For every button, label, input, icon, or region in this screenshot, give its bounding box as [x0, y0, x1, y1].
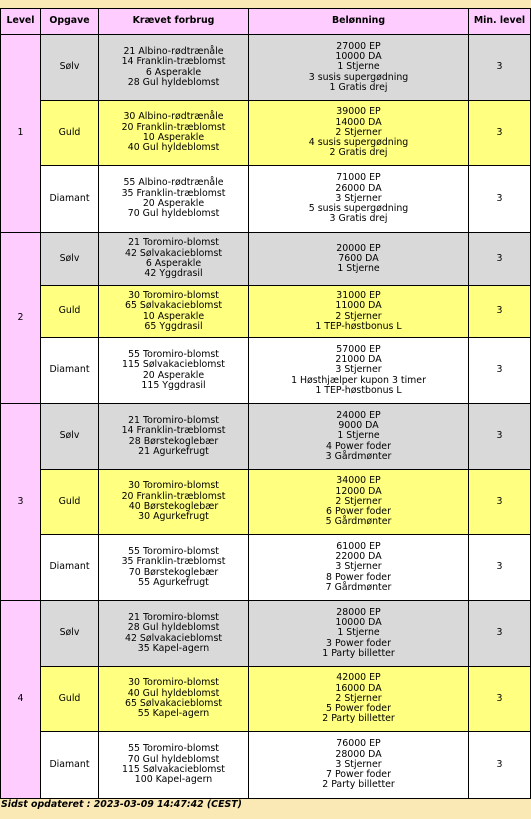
- reward-item: 3 Power foder: [326, 637, 391, 649]
- reward-item: 5 Gårdmønter: [325, 516, 392, 528]
- level-cell: 1: [1, 35, 41, 233]
- reward-item: 1 Stjerne: [337, 430, 380, 442]
- required-item: 40 Børstekoglebær: [128, 501, 219, 512]
- header-min-level: Min. level: [469, 9, 531, 35]
- opgave-cell: Guld: [41, 667, 99, 732]
- table-row: [1, 535, 531, 601]
- table-row: [1, 732, 531, 799]
- table-body: [1, 35, 531, 799]
- min-level-cell: 3: [469, 667, 531, 732]
- table-row: [1, 286, 531, 338]
- reward-item: 3 Stjerner: [335, 561, 382, 573]
- opgave-cell: Diamant: [41, 166, 99, 233]
- reward-item: 3 Gratis drej: [329, 213, 388, 225]
- reward-item: 4 Power foder: [326, 440, 391, 452]
- required-cell: [99, 233, 249, 286]
- required-item: 40 Gul hyldeblomst: [127, 142, 220, 154]
- reward-item: 10000 DA: [335, 617, 382, 629]
- reward-item: 2 Stjerner: [335, 692, 382, 704]
- required-cell: [99, 166, 249, 233]
- reward-cell: [249, 732, 469, 799]
- required-cell: [99, 338, 249, 404]
- reward-item: 24000 EP: [336, 409, 381, 421]
- reward-item: 2 Stjerner: [335, 126, 382, 138]
- table-row: [1, 166, 531, 233]
- required-item: 20 Asperakle: [142, 369, 205, 381]
- required-item: 70 Gul hyldeblomst: [127, 208, 220, 220]
- required-item: 70 Børstekoglebær: [128, 566, 219, 578]
- min-level-cell: 3: [469, 233, 531, 286]
- opgave-cell: Guld: [41, 470, 99, 535]
- required-item: 55 Kapel-agern: [137, 708, 210, 720]
- required-item: 21 Toromiro-blomst: [128, 237, 219, 249]
- required-item: 100 Kapel-agern: [134, 774, 213, 786]
- reward-item: 1 Gratis drej: [329, 81, 388, 93]
- reward-item: 26000 DA: [335, 182, 382, 194]
- required-item: 55 Toromiro-blomst: [128, 545, 219, 557]
- reward-item: 1 Stjerne: [337, 263, 380, 275]
- min-level-cell: 3: [469, 601, 531, 667]
- required-item: 14 Franklin-træblomst: [121, 425, 226, 437]
- min-level-cell: 3: [469, 535, 531, 601]
- required-cell: [99, 601, 249, 667]
- opgave-cell: Sølv: [41, 601, 99, 667]
- required-item: 21 Albino-rødtrænåle: [123, 45, 224, 57]
- opgave-cell: Diamant: [41, 338, 99, 404]
- required-item: 35 Franklin-træblomst: [121, 556, 226, 568]
- min-level-cell: 3: [469, 732, 531, 799]
- required-item: 55 Agurkefrugt: [138, 576, 209, 588]
- reward-item: 27000 EP: [336, 40, 381, 52]
- required-item: 30 Albino-rødtrænåle: [123, 111, 224, 123]
- required-item: 30 Toromiro-blomst: [128, 289, 219, 301]
- opgave-cell: Sølv: [41, 404, 99, 470]
- required-item: 40 Gul hyldeblomst: [127, 687, 220, 699]
- required-item: 20 Franklin-træblomst: [121, 121, 226, 133]
- reward-item: 6 Power foder: [326, 506, 391, 518]
- table-row: [1, 470, 531, 535]
- table-row: [1, 667, 531, 732]
- reward-item: 57000 EP: [336, 343, 381, 355]
- min-level-cell: 3: [469, 470, 531, 535]
- required-item: 65 Sølvakacieblomst: [124, 698, 222, 709]
- reward-item: 3 Gårdmønter: [325, 450, 392, 462]
- reward-item: 22000 DA: [335, 551, 382, 563]
- reward-cell: [249, 535, 469, 601]
- reward-item: 2 Stjerner: [335, 310, 382, 322]
- reward-item: 3 susis supergødning: [308, 71, 409, 83]
- reward-item: 42000 EP: [336, 672, 381, 684]
- reward-item: 1 Stjerne: [337, 61, 380, 73]
- required-item: 28 Børstekoglebær: [128, 435, 219, 447]
- level-cell: 4: [1, 601, 41, 799]
- required-item: 115 Yggdrasil: [141, 379, 206, 391]
- table-row: [1, 35, 531, 101]
- required-item: 20 Asperakle: [142, 198, 205, 209]
- required-cell: [99, 667, 249, 732]
- reward-item: 1 TEP-høstbonus L: [315, 384, 402, 396]
- min-level-cell: 3: [469, 286, 531, 338]
- required-item: 28 Gul hyldeblomst: [127, 76, 220, 88]
- header-required: Krævet forbrug: [99, 9, 249, 35]
- required-cell: [99, 101, 249, 166]
- reward-item: 9000 DA: [338, 420, 379, 432]
- reward-item: 8 Power foder: [326, 571, 391, 583]
- header-level: Level: [1, 9, 41, 35]
- reward-item: 71000 EP: [336, 172, 381, 184]
- level-reward-table: [0, 8, 531, 799]
- header-opgave: Opgave: [41, 9, 99, 35]
- level-cell: 2: [1, 233, 41, 404]
- required-item: 14 Franklin-træblomst: [121, 56, 226, 68]
- required-item: 42 Sølvakacieblomst: [124, 632, 222, 644]
- reward-item: 2 Party billetter: [322, 713, 395, 725]
- reward-item: 61000 EP: [336, 540, 381, 552]
- level-cell: 3: [1, 404, 41, 601]
- required-item: 115 Sølvakacieblomst: [122, 359, 225, 371]
- reward-item: 14000 DA: [335, 116, 382, 128]
- reward-cell: [249, 667, 469, 732]
- required-item: 21 Toromiro-blomst: [128, 611, 219, 623]
- reward-item: 10000 DA: [335, 51, 382, 63]
- header-row: [1, 9, 531, 35]
- reward-item: 3 Stjerner: [335, 364, 382, 376]
- required-item: 42 Sølvakacieblomst: [124, 247, 222, 259]
- required-item: 21 Toromiro-blomst: [128, 414, 219, 426]
- required-item: 30 Agurkefrugt: [138, 511, 209, 523]
- header-reward: Belønning: [249, 9, 469, 35]
- reward-cell: [249, 470, 469, 535]
- opgave-cell: Diamant: [41, 732, 99, 799]
- opgave-cell: Sølv: [41, 35, 99, 101]
- reward-item: 21000 DA: [335, 354, 382, 366]
- required-cell: [99, 286, 249, 338]
- reward-item: 2 Gratis drej: [329, 147, 388, 159]
- min-level-cell: 3: [469, 166, 531, 233]
- reward-item: 34000 EP: [336, 475, 381, 487]
- reward-item: 3 Stjerner: [335, 192, 382, 204]
- required-item: 6 Asperakle: [145, 258, 202, 269]
- reward-item: 1 Høsthjælper kupon 3 timer: [291, 374, 426, 386]
- reward-item: 1 Party billetter: [322, 647, 395, 659]
- required-cell: [99, 404, 249, 470]
- reward-item: 28000 EP: [336, 606, 381, 618]
- reward-cell: [249, 166, 469, 233]
- reward-item: 3 Stjerner: [335, 758, 382, 770]
- required-cell: [99, 535, 249, 601]
- reward-item: 12000 DA: [335, 485, 382, 497]
- required-item: 6 Asperakle: [145, 66, 202, 78]
- min-level-cell: 3: [469, 404, 531, 470]
- reward-item: 31000 EP: [336, 289, 381, 301]
- required-item: 10 Asperakle: [142, 132, 205, 143]
- reward-cell: [249, 35, 469, 101]
- reward-item: 5 susis supergødning: [308, 203, 409, 215]
- table-row: [1, 338, 531, 404]
- reward-cell: [249, 338, 469, 404]
- required-item: 35 Kapel-agern: [137, 642, 210, 654]
- reward-item: 7 Gårdmønter: [325, 581, 392, 593]
- required-item: 55 Toromiro-blomst: [128, 348, 219, 360]
- required-cell: [99, 470, 249, 535]
- reward-item: 4 susis supergødning: [308, 137, 409, 149]
- reward-item: 5 Power foder: [326, 703, 391, 715]
- reward-cell: [249, 601, 469, 667]
- reward-item: 11000 DA: [335, 300, 382, 312]
- opgave-cell: Guld: [41, 286, 99, 338]
- reward-item: 2 Stjerner: [335, 495, 382, 507]
- required-item: 42 Yggdrasil: [144, 268, 203, 280]
- required-item: 65 Yggdrasil: [144, 320, 203, 332]
- last-updated-footer: Sidst opdateret : 2023-03-09 14:47:42 (CEST): [1, 799, 242, 810]
- reward-cell: [249, 233, 469, 286]
- table-row: [1, 101, 531, 166]
- table-row: [1, 404, 531, 470]
- reward-item: 2 Party billetter: [322, 779, 395, 791]
- required-item: 65 Sølvakacieblomst: [124, 300, 222, 312]
- required-item: 30 Toromiro-blomst: [128, 480, 219, 492]
- required-cell: [99, 35, 249, 101]
- required-item: 30 Toromiro-blomst: [128, 677, 219, 689]
- required-item: 115 Sølvakacieblomst: [122, 764, 225, 775]
- reward-item: 1 TEP-høstbonus L: [315, 320, 402, 332]
- required-item: 28 Gul hyldeblomst: [127, 622, 220, 634]
- required-item: 55 Toromiro-blomst: [128, 743, 219, 755]
- reward-item: 39000 EP: [336, 106, 381, 118]
- reward-item: 7600 DA: [338, 252, 379, 264]
- table-row: [1, 601, 531, 667]
- opgave-cell: Sølv: [41, 233, 99, 286]
- reward-item: 16000 DA: [335, 682, 382, 694]
- min-level-cell: 3: [469, 338, 531, 404]
- reward-item: 20000 EP: [336, 242, 381, 254]
- required-item: 35 Franklin-træblomst: [121, 187, 226, 199]
- reward-item: 7 Power foder: [326, 769, 391, 781]
- required-item: 10 Asperakle: [142, 310, 205, 322]
- reward-item: 76000 EP: [336, 738, 381, 750]
- required-cell: [99, 732, 249, 799]
- required-item: 70 Gul hyldeblomst: [127, 753, 220, 765]
- reward-item: 28000 DA: [335, 748, 382, 760]
- reward-cell: [249, 101, 469, 166]
- min-level-cell: 3: [469, 35, 531, 101]
- reward-cell: [249, 404, 469, 470]
- required-item: 21 Agurkefrugt: [138, 445, 209, 457]
- reward-cell: [249, 286, 469, 338]
- required-item: 20 Franklin-træblomst: [121, 490, 226, 502]
- min-level-cell: 3: [469, 101, 531, 166]
- reward-item: 1 Stjerne: [337, 627, 380, 639]
- opgave-cell: Diamant: [41, 535, 99, 601]
- table-row: [1, 233, 531, 286]
- opgave-cell: Guld: [41, 101, 99, 166]
- required-item: 55 Albino-rødtrænåle: [123, 177, 224, 189]
